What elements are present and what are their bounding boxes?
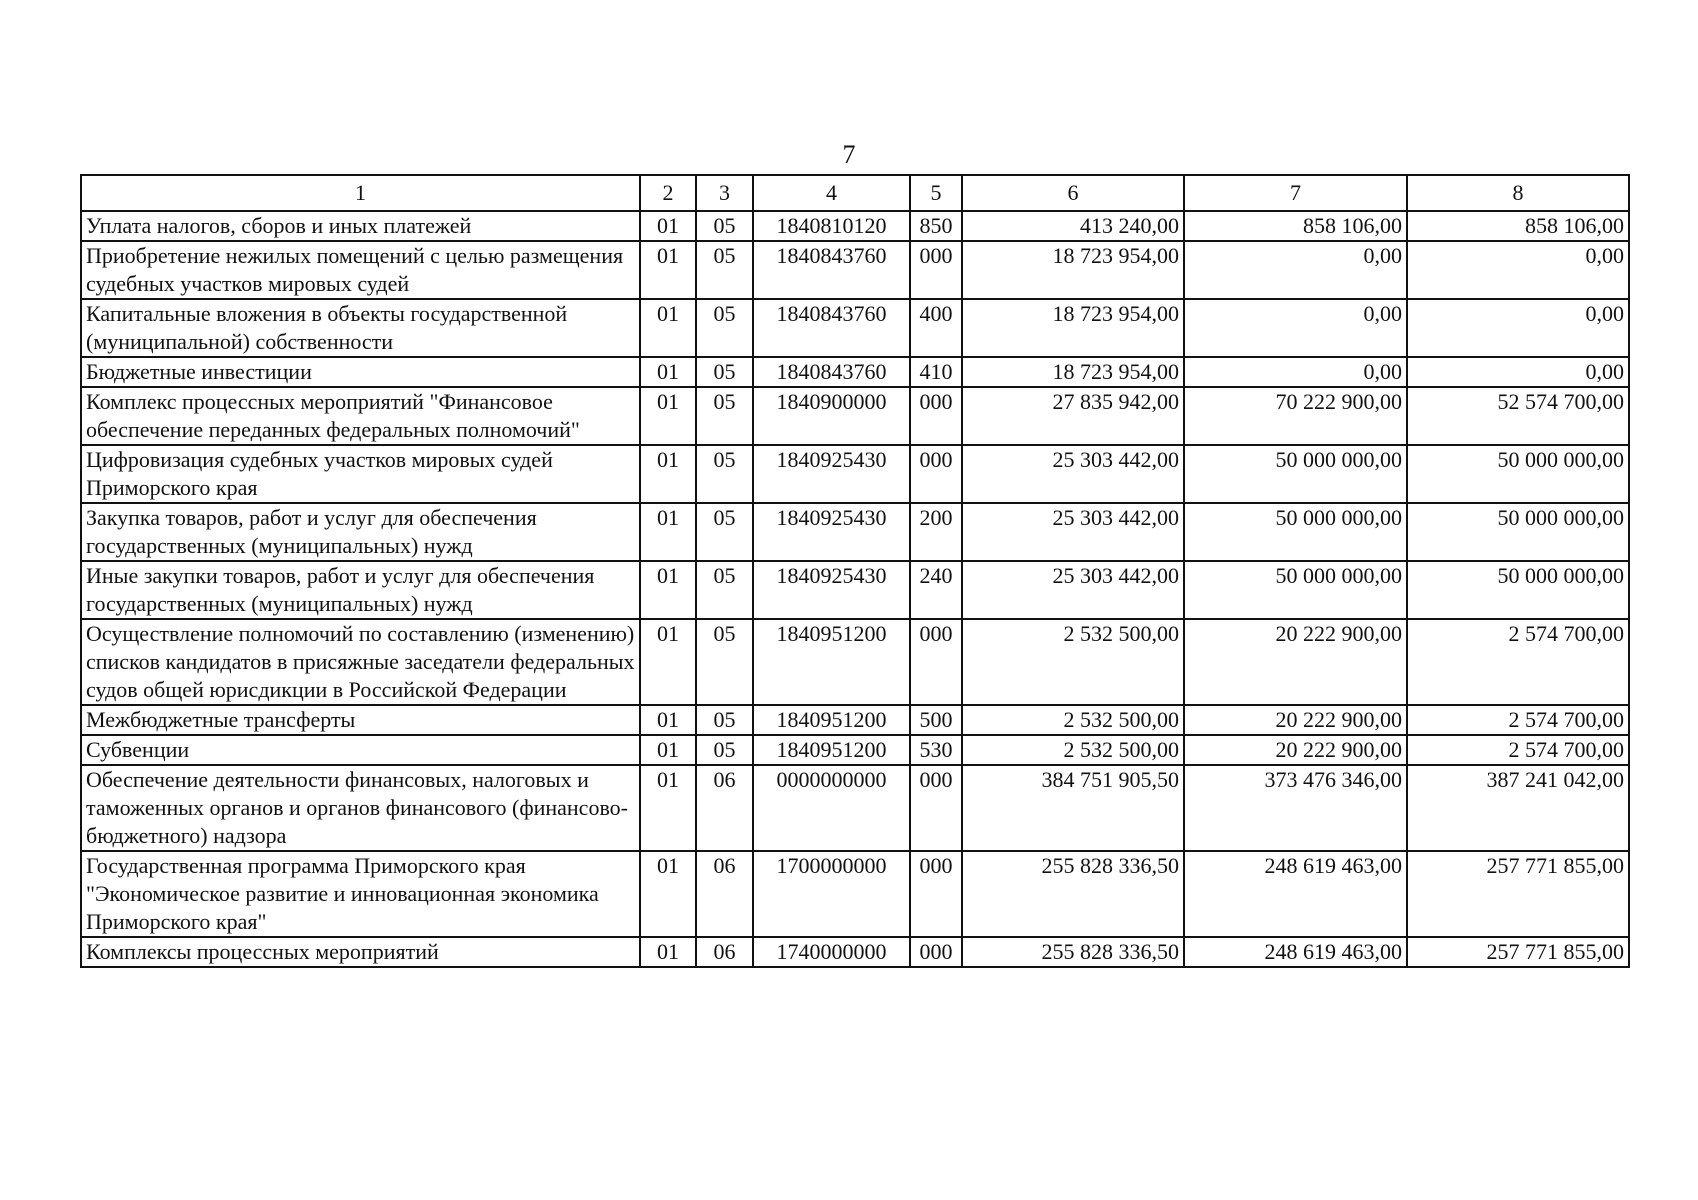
amount-col-8: 2 574 700,00 [1407,735,1629,765]
table-row [81,937,1629,967]
subsection-code: 06 [696,851,753,937]
expense-type-code: 000 [910,851,962,937]
table-row [81,241,1629,299]
amount-col-7: 50 000 000,00 [1184,561,1407,619]
row-name: Закупка товаров, работ и услуг для обеспечения государственных (муниципальных) нужд [81,503,640,561]
section-code: 01 [640,619,696,705]
target-article-code: 1840951200 [753,735,910,765]
header-cell: 2 [640,175,696,211]
header-cell: 3 [696,175,753,211]
header-cell: 8 [1407,175,1629,211]
amount-col-8: 50 000 000,00 [1407,503,1629,561]
table-row [81,765,1629,851]
row-name: Иные закупки товаров, работ и услуг для обеспечения государственных (муниципальных) нужд [81,561,640,619]
row-name: Капитальные вложения в объекты государственной (муниципальной) собственности [81,299,640,357]
row-name: Бюджетные инвестиции [81,357,640,387]
row-name: Цифровизация судебных участков мировых судей Приморского края [81,445,640,503]
amount-col-8: 257 771 855,00 [1407,851,1629,937]
subsection-code: 06 [696,765,753,851]
amount-col-6: 255 828 336,50 [962,937,1184,967]
expense-type-code: 000 [910,765,962,851]
expense-type-code: 400 [910,299,962,357]
subsection-code: 05 [696,619,753,705]
row-name: Государственная программа Приморского края "Экономическое развитие и инновационная экономика Приморского края" [81,851,640,937]
subsection-code: 05 [696,503,753,561]
target-article-code: 1840925430 [753,445,910,503]
amount-col-8: 50 000 000,00 [1407,445,1629,503]
table-row [81,357,1629,387]
target-article-code: 1840925430 [753,561,910,619]
section-code: 01 [640,241,696,299]
amount-col-6: 2 532 500,00 [962,705,1184,735]
expense-type-code: 850 [910,211,962,241]
subsection-code: 05 [696,357,753,387]
table-row [81,445,1629,503]
amount-col-6: 18 723 954,00 [962,357,1184,387]
budget-table [80,174,1630,968]
expense-type-code: 000 [910,387,962,445]
section-code: 01 [640,357,696,387]
subsection-code: 05 [696,211,753,241]
expense-type-code: 500 [910,705,962,735]
amount-col-7: 50 000 000,00 [1184,503,1407,561]
expense-type-code: 410 [910,357,962,387]
table-row [81,705,1629,735]
section-code: 01 [640,445,696,503]
subsection-code: 05 [696,299,753,357]
table-row [81,211,1629,241]
amount-col-7: 20 222 900,00 [1184,705,1407,735]
table-row [81,851,1629,937]
section-code: 01 [640,387,696,445]
amount-col-8: 52 574 700,00 [1407,387,1629,445]
amount-col-6: 384 751 905,50 [962,765,1184,851]
target-article-code: 1840951200 [753,619,910,705]
header-cell: 7 [1184,175,1407,211]
amount-col-8: 50 000 000,00 [1407,561,1629,619]
table-row [81,619,1629,705]
amount-col-7: 20 222 900,00 [1184,619,1407,705]
table-row [81,387,1629,445]
row-name: Обеспечение деятельности финансовых, налоговых и таможенных органов и органов финансового (финансово-бюджетного) надзора [81,765,640,851]
amount-col-6: 2 532 500,00 [962,619,1184,705]
target-article-code: 1840900000 [753,387,910,445]
table-row [81,503,1629,561]
expense-type-code: 200 [910,503,962,561]
amount-col-7: 373 476 346,00 [1184,765,1407,851]
amount-col-6: 2 532 500,00 [962,735,1184,765]
expense-type-code: 240 [910,561,962,619]
expense-type-code: 530 [910,735,962,765]
amount-col-7: 0,00 [1184,357,1407,387]
table-header-row [81,175,1629,211]
header-cell: 1 [81,175,640,211]
section-code: 01 [640,735,696,765]
amount-col-6: 18 723 954,00 [962,241,1184,299]
row-name: Межбюджетные трансферты [81,705,640,735]
expense-type-code: 000 [910,619,962,705]
target-article-code: 1840843760 [753,241,910,299]
amount-col-7: 70 222 900,00 [1184,387,1407,445]
subsection-code: 06 [696,937,753,967]
target-article-code: 1840925430 [753,503,910,561]
row-name: Осуществление полномочий по составлению (изменению) списков кандидатов в присяжные заседатели федеральных судов общей юрисдикции в Российской Федерации [81,619,640,705]
target-article-code: 1840810120 [753,211,910,241]
row-name: Комплекс процессных мероприятий "Финансовое обеспечение переданных федеральных полномочий" [81,387,640,445]
target-article-code: 1840951200 [753,705,910,735]
amount-col-6: 27 835 942,00 [962,387,1184,445]
amount-col-8: 0,00 [1407,299,1629,357]
target-article-code: 1840843760 [753,357,910,387]
section-code: 01 [640,299,696,357]
row-name: Приобретение нежилых помещений с целью размещения судебных участков мировых судей [81,241,640,299]
amount-col-7: 0,00 [1184,241,1407,299]
amount-col-8: 2 574 700,00 [1407,705,1629,735]
subsection-code: 05 [696,387,753,445]
section-code: 01 [640,765,696,851]
subsection-code: 05 [696,445,753,503]
amount-col-8: 387 241 042,00 [1407,765,1629,851]
amount-col-7: 248 619 463,00 [1184,851,1407,937]
target-article-code: 1700000000 [753,851,910,937]
amount-col-7: 20 222 900,00 [1184,735,1407,765]
expense-type-code: 000 [910,937,962,967]
amount-col-8: 858 106,00 [1407,211,1629,241]
amount-col-6: 25 303 442,00 [962,561,1184,619]
amount-col-6: 255 828 336,50 [962,851,1184,937]
subsection-code: 05 [696,705,753,735]
amount-col-6: 25 303 442,00 [962,503,1184,561]
amount-col-6: 25 303 442,00 [962,445,1184,503]
amount-col-7: 248 619 463,00 [1184,937,1407,967]
table-row [81,299,1629,357]
table-row [81,561,1629,619]
subsection-code: 05 [696,735,753,765]
table-row [81,735,1629,765]
section-code: 01 [640,851,696,937]
page-number: 7 [842,140,856,169]
row-name: Комплексы процессных мероприятий [81,937,640,967]
subsection-code: 05 [696,561,753,619]
amount-col-8: 2 574 700,00 [1407,619,1629,705]
header-cell: 6 [962,175,1184,211]
header-cell: 5 [910,175,962,211]
amount-col-7: 0,00 [1184,299,1407,357]
header-cell: 4 [753,175,910,211]
amount-col-7: 858 106,00 [1184,211,1407,241]
row-name: Субвенции [81,735,640,765]
section-code: 01 [640,211,696,241]
section-code: 01 [640,561,696,619]
expense-type-code: 000 [910,445,962,503]
amount-col-8: 0,00 [1407,241,1629,299]
target-article-code: 0000000000 [753,765,910,851]
amount-col-8: 0,00 [1407,357,1629,387]
expense-type-code: 000 [910,241,962,299]
section-code: 01 [640,503,696,561]
row-name: Уплата налогов, сборов и иных платежей [81,211,640,241]
amount-col-7: 50 000 000,00 [1184,445,1407,503]
subsection-code: 05 [696,241,753,299]
target-article-code: 1840843760 [753,299,910,357]
section-code: 01 [640,937,696,967]
amount-col-8: 257 771 855,00 [1407,937,1629,967]
amount-col-6: 18 723 954,00 [962,299,1184,357]
target-article-code: 1740000000 [753,937,910,967]
section-code: 01 [640,705,696,735]
amount-col-6: 413 240,00 [962,211,1184,241]
